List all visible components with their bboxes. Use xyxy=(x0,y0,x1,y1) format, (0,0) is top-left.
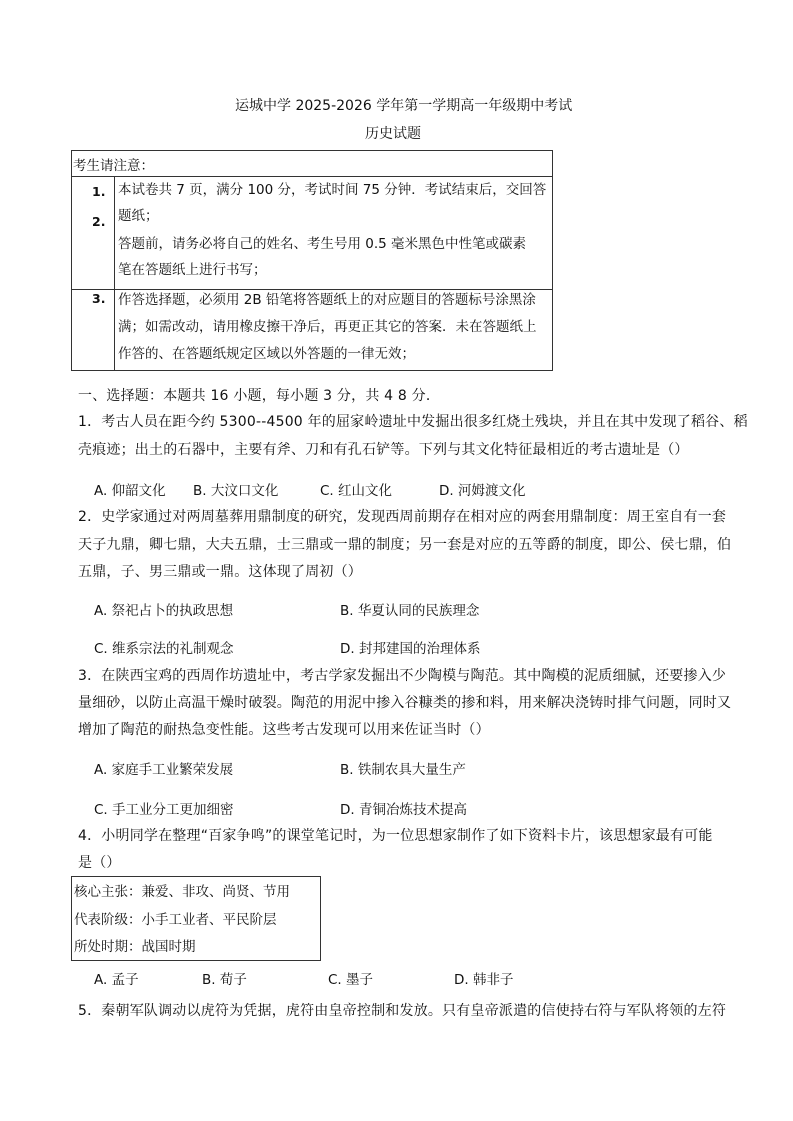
notice-item-2-line-1: 答题前，请务必将自己的姓名、考生号用 0.5 毫米黑色中性笔或碳素 xyxy=(118,236,527,252)
q3-option-d: D. 青铜冶炼技术提高 xyxy=(340,802,467,818)
notice-num-3: 3. xyxy=(92,291,106,306)
q3-line-3: 增加了陶范的耐热急变性能。这些考古发现可以用来佐证当时（） xyxy=(78,722,490,738)
q1-option-a: A. 仰韶文化 xyxy=(94,483,166,499)
q3-option-c: C. 手工业分工更加细密 xyxy=(94,802,234,818)
notice-item-3-line-2: 满；如需改动，请用橡皮擦干净后，再更正其它的答案．未在答题纸上 xyxy=(118,319,537,335)
q2-option-a: A. 祭祀占卜的执政思想 xyxy=(94,603,234,619)
q3-line-1: 3．在陕西宝鸡的西周作坊遗址中，考古学家发掘出不少陶模与陶范。其中陶模的泥质细腻，还要掺入少 xyxy=(78,668,727,684)
exam-title: 运城中学 2025-2026 学年第一学期高一年级期中考试 xyxy=(235,98,573,114)
notice-num-2: 2. xyxy=(92,214,106,229)
q2-line-3: 五鼎，子、男三鼎或一鼎。这体现了周初（） xyxy=(78,564,362,580)
q4-option-c: C. 墨子 xyxy=(328,972,374,988)
q3-option-a: A. 家庭手工业繁荣发展 xyxy=(94,762,234,778)
q2-option-d: D. 封邦建国的治理体系 xyxy=(340,641,481,657)
notice-heading: 考生请注意： xyxy=(73,158,154,174)
card-line-1: 核心主张：兼爱、非攻、尚贤、节用 xyxy=(74,884,290,900)
notice-item-3-line-3: 作答的、在答题纸规定区域以外答题的一律无效； xyxy=(118,346,415,362)
card-line-3: 所处时期：战国时期 xyxy=(74,939,196,955)
q5-line-1: 5．秦朝军队调动以虎符为凭据，虎符由皇帝控制和发放。只有皇帝派遣的信使持右符与军队将领的左符 xyxy=(78,1003,727,1019)
q3-option-b: B. 铁制农具大量生产 xyxy=(340,762,466,778)
q4-option-d: D. 韩非子 xyxy=(454,972,514,988)
notice-item-2-line-2: 笔在答题纸上进行书写； xyxy=(118,262,267,278)
info-card xyxy=(71,876,321,961)
q2-option-b: B. 华夏认同的民族理念 xyxy=(340,603,480,619)
exam-subtitle: 历史试题 xyxy=(365,126,421,142)
q1-option-d: D. 河姆渡文化 xyxy=(439,483,526,499)
q1-option-b: B. 大汶口文化 xyxy=(193,483,279,499)
q2-option-c: C. 维系宗法的礼制观念 xyxy=(94,641,234,657)
q3-line-2: 量细砂，以防止高温干燥时破裂。陶范的用泥中掺入谷糠类的掺和料，用来解决浇铸时排气问题，同时又 xyxy=(78,695,732,711)
q4-option-b: B. 荀子 xyxy=(202,972,247,988)
q2-line-2: 天子九鼎，卿七鼎，大夫五鼎，士三鼎或一鼎的制度；另一套是对应的五等爵的制度，即公、侯七鼎，伯 xyxy=(78,537,732,553)
q4-option-a: A. 孟子 xyxy=(94,972,139,988)
notice-num-1: 1. xyxy=(92,184,106,199)
notice-item-1-line-1: 本试卷共 7 页，满分 100 分，考试时间 75 分钟．考试结束后，交回答 xyxy=(118,182,547,198)
q1-line-2: 壳痕迹；出土的石器中，主要有斧、刀和有孔石铲等。下列与其文化特征最相近的考古遗址是（） xyxy=(78,442,689,458)
q1-option-c: C. 红山文化 xyxy=(320,483,393,499)
notice-item-3-line-1: 作答选择题，必须用 2B 铅笔将答题纸上的对应题目的答题标号涂黑涂 xyxy=(118,292,536,308)
notice-box xyxy=(71,150,553,371)
notice-item-1-line-2: 题纸； xyxy=(118,208,159,224)
q2-line-1: 2．史学家通过对两周墓葬用鼎制度的研究，发现西周前期存在相对应的两套用鼎制度：周王室自有一套 xyxy=(78,509,727,525)
q4-line-2: 是（） xyxy=(78,855,121,871)
section-title: 一、选择题：本题共 16 小题，每小题 3 分，共 4 8 分． xyxy=(78,388,441,404)
q1-line-1: 1．考古人员在距今约 5300--4500 年的屈家岭遗址中发掘出很多红烧土残块，并且在其中发现了稻谷、稻 xyxy=(78,414,748,430)
q4-line-1: 4．小明同学在整理“百家争鸣”的课堂笔记时，为一位思想家制作了如下资料卡片，该思想家最有可能 xyxy=(78,828,713,844)
card-line-2: 代表阶级：小手工业者、平民阶层 xyxy=(74,912,277,928)
